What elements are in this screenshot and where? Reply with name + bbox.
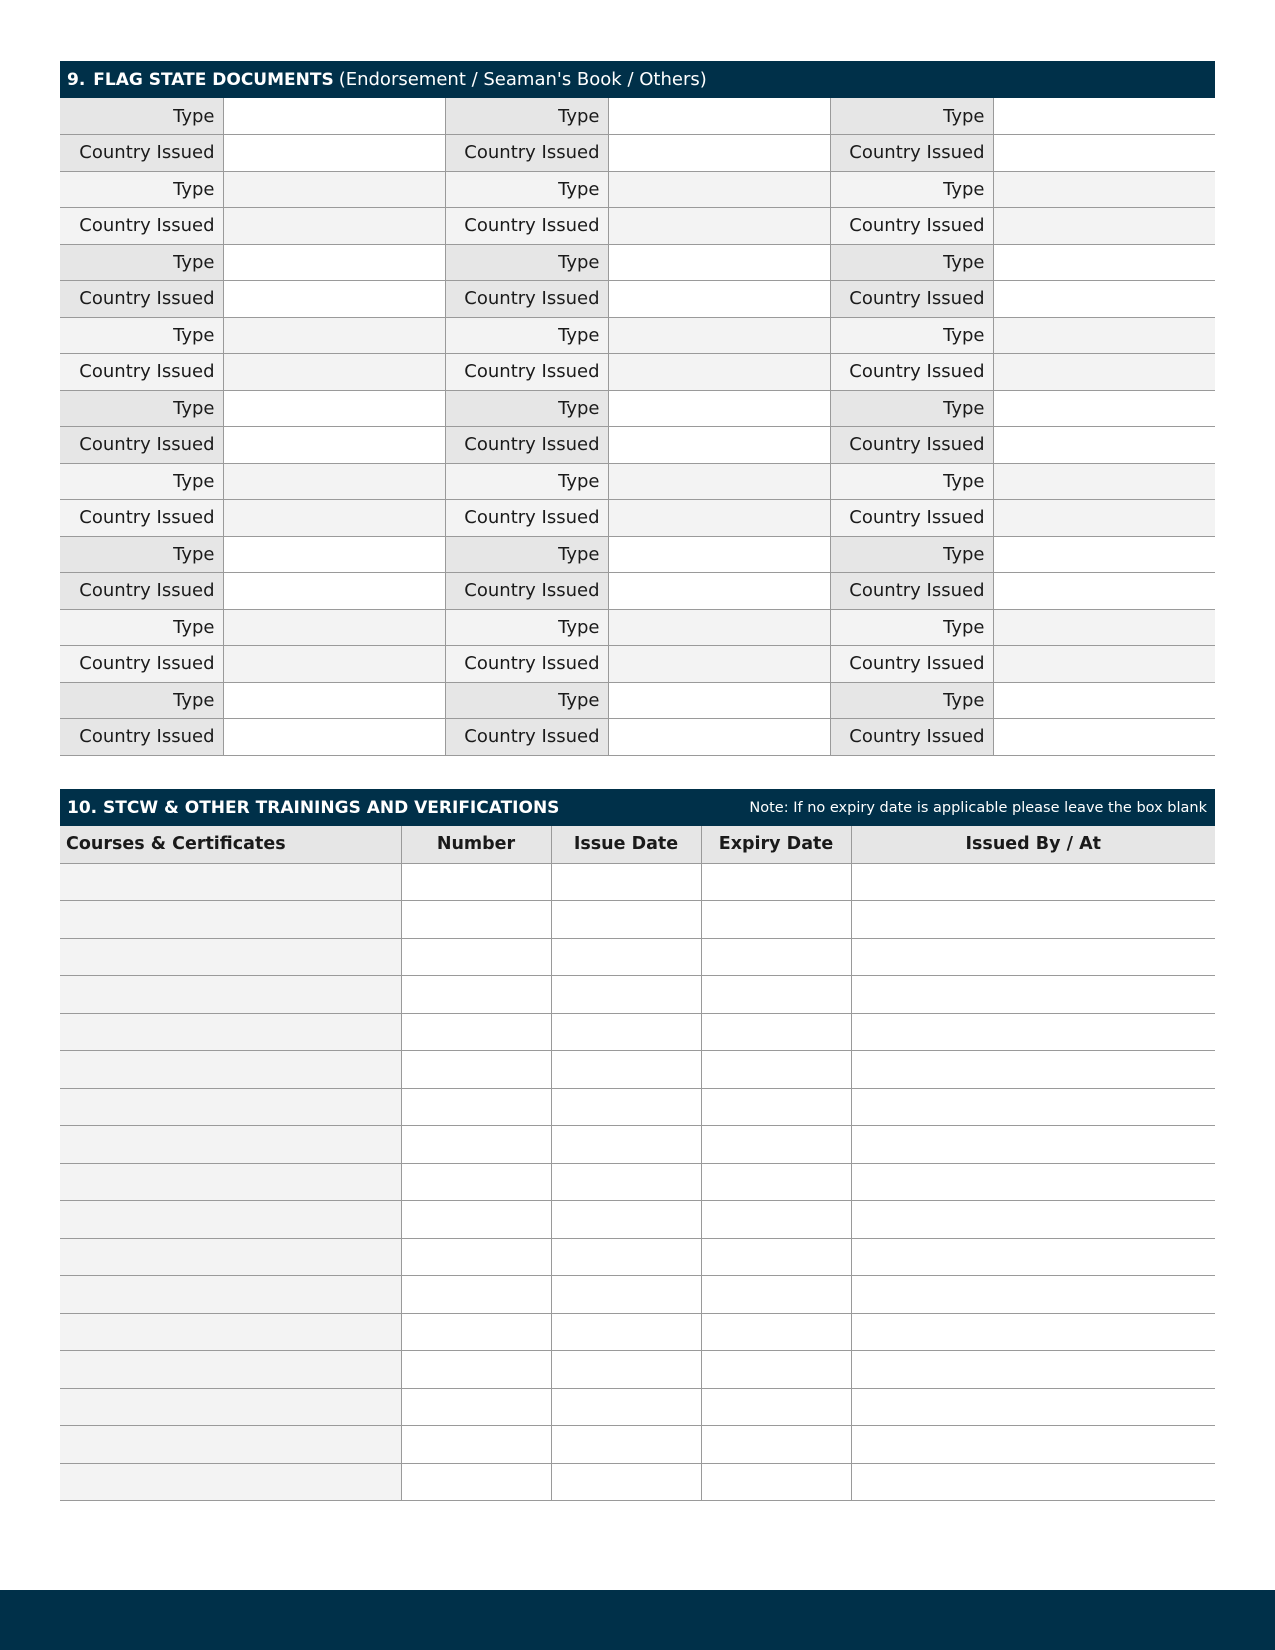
section-9-number: 9. — [67, 69, 86, 90]
type-label: Type — [830, 536, 993, 573]
footer-bar — [0, 1590, 1275, 1650]
number-field[interactable] — [401, 1238, 551, 1276]
course-field[interactable] — [60, 1051, 401, 1089]
issued-by-field[interactable] — [851, 1351, 1215, 1389]
number-field[interactable] — [401, 1163, 551, 1201]
type-row — [60, 682, 1215, 719]
type-label: Type — [60, 463, 223, 500]
number-field[interactable] — [401, 863, 551, 901]
issue-date-field[interactable] — [551, 1013, 701, 1051]
country-issued-row — [60, 427, 1215, 464]
course-field[interactable] — [60, 1013, 401, 1051]
table-row — [60, 1388, 1215, 1426]
type-field[interactable] — [608, 682, 830, 719]
column-header-issued-by: Issued By / At — [851, 826, 1215, 863]
type-row — [60, 390, 1215, 427]
issue-date-field[interactable] — [551, 1351, 701, 1389]
country-issued-field[interactable] — [223, 646, 445, 683]
section-9-subtitle: (Endorsement / Seaman's Book / Others) — [338, 69, 707, 90]
type-field[interactable] — [608, 463, 830, 500]
issued-by-field[interactable] — [851, 1238, 1215, 1276]
type-label: Type — [830, 317, 993, 354]
number-field[interactable] — [401, 1126, 551, 1164]
table-row — [60, 901, 1215, 939]
expiry-date-field[interactable] — [701, 1126, 851, 1164]
number-field[interactable] — [401, 1088, 551, 1126]
type-label: Type — [445, 463, 608, 500]
table-row — [60, 938, 1215, 976]
table-row — [60, 1013, 1215, 1051]
table-row — [60, 1238, 1215, 1276]
type-field[interactable] — [993, 171, 1215, 208]
type-field[interactable] — [223, 244, 445, 281]
expiry-date-field[interactable] — [701, 1276, 851, 1314]
course-field[interactable] — [60, 901, 401, 939]
course-field[interactable] — [60, 1126, 401, 1164]
country-issued-label: Country Issued — [445, 719, 608, 756]
issue-date-field[interactable] — [551, 1238, 701, 1276]
issued-by-field[interactable] — [851, 1013, 1215, 1051]
issue-date-field[interactable] — [551, 938, 701, 976]
type-row — [60, 98, 1215, 135]
course-field[interactable] — [60, 1238, 401, 1276]
country-issued-field[interactable] — [993, 646, 1215, 683]
country-issued-field[interactable] — [608, 135, 830, 172]
expiry-date-field[interactable] — [701, 901, 851, 939]
type-row — [60, 317, 1215, 354]
section-10-header — [60, 789, 1215, 826]
issue-date-field[interactable] — [551, 1201, 701, 1239]
type-label: Type — [445, 390, 608, 427]
type-label: Type — [60, 390, 223, 427]
type-field[interactable] — [223, 390, 445, 427]
country-issued-label: Country Issued — [830, 208, 993, 245]
type-label: Type — [445, 536, 608, 573]
country-issued-row — [60, 500, 1215, 537]
number-field[interactable] — [401, 1351, 551, 1389]
number-field[interactable] — [401, 1201, 551, 1239]
country-issued-label: Country Issued — [830, 427, 993, 464]
table-row — [60, 1088, 1215, 1126]
table-row — [60, 1201, 1215, 1239]
type-field[interactable] — [993, 317, 1215, 354]
expiry-date-field[interactable] — [701, 1013, 851, 1051]
section-10-title: 10. STCW & OTHER TRAININGS AND VERIFICATIONS — [67, 797, 560, 818]
issued-by-field[interactable] — [851, 1313, 1215, 1351]
type-label: Type — [60, 317, 223, 354]
table-row — [60, 1163, 1215, 1201]
type-row — [60, 536, 1215, 573]
type-field[interactable] — [993, 536, 1215, 573]
issue-date-field[interactable] — [551, 1163, 701, 1201]
course-field[interactable] — [60, 1201, 401, 1239]
type-label: Type — [445, 682, 608, 719]
issue-date-field[interactable] — [551, 1463, 701, 1501]
type-label: Type — [60, 682, 223, 719]
country-issued-field[interactable] — [608, 500, 830, 537]
type-label: Type — [830, 682, 993, 719]
country-issued-label: Country Issued — [445, 573, 608, 610]
country-issued-row — [60, 208, 1215, 245]
type-label: Type — [445, 98, 608, 135]
type-field[interactable] — [223, 609, 445, 646]
type-field[interactable] — [223, 171, 445, 208]
country-issued-row — [60, 354, 1215, 391]
country-issued-label: Country Issued — [830, 281, 993, 318]
type-field[interactable] — [608, 536, 830, 573]
type-label: Type — [830, 390, 993, 427]
type-row — [60, 609, 1215, 646]
expiry-date-field[interactable] — [701, 863, 851, 901]
type-field[interactable] — [223, 98, 445, 135]
country-issued-label: Country Issued — [60, 427, 223, 464]
course-field[interactable] — [60, 1276, 401, 1314]
course-field[interactable] — [60, 1388, 401, 1426]
country-issued-label: Country Issued — [445, 281, 608, 318]
country-issued-field[interactable] — [608, 573, 830, 610]
number-field[interactable] — [401, 1013, 551, 1051]
type-field[interactable] — [608, 171, 830, 208]
country-issued-field[interactable] — [608, 427, 830, 464]
country-issued-label: Country Issued — [830, 573, 993, 610]
expiry-date-field[interactable] — [701, 1313, 851, 1351]
course-field[interactable] — [60, 1313, 401, 1351]
type-field[interactable] — [223, 463, 445, 500]
country-issued-field[interactable] — [608, 208, 830, 245]
table-row — [60, 1126, 1215, 1164]
course-field[interactable] — [60, 863, 401, 901]
country-issued-field[interactable] — [223, 719, 445, 756]
number-field[interactable] — [401, 901, 551, 939]
type-field[interactable] — [608, 244, 830, 281]
expiry-date-field[interactable] — [701, 1088, 851, 1126]
country-issued-label: Country Issued — [830, 500, 993, 537]
type-label: Type — [60, 609, 223, 646]
issued-by-field[interactable] — [851, 1426, 1215, 1464]
expiry-date-field[interactable] — [701, 1163, 851, 1201]
issued-by-field[interactable] — [851, 1163, 1215, 1201]
expiry-date-field[interactable] — [701, 1351, 851, 1389]
issue-date-field[interactable] — [551, 863, 701, 901]
country-issued-field[interactable] — [608, 646, 830, 683]
stcw-trainings-table — [60, 826, 1215, 1501]
country-issued-field[interactable] — [993, 135, 1215, 172]
type-field[interactable] — [223, 536, 445, 573]
type-field[interactable] — [223, 682, 445, 719]
country-issued-field[interactable] — [993, 281, 1215, 318]
country-issued-label: Country Issued — [830, 354, 993, 391]
country-issued-field[interactable] — [993, 573, 1215, 610]
course-field[interactable] — [60, 938, 401, 976]
type-field[interactable] — [608, 390, 830, 427]
country-issued-field[interactable] — [608, 354, 830, 391]
type-field[interactable] — [223, 317, 445, 354]
type-field[interactable] — [993, 682, 1215, 719]
country-issued-field[interactable] — [223, 427, 445, 464]
type-label: Type — [830, 171, 993, 208]
course-field[interactable] — [60, 1088, 401, 1126]
issue-date-field[interactable] — [551, 1051, 701, 1089]
issue-date-field[interactable] — [551, 1426, 701, 1464]
issue-date-field[interactable] — [551, 1126, 701, 1164]
type-row — [60, 244, 1215, 281]
issue-date-field[interactable] — [551, 1088, 701, 1126]
issued-by-field[interactable] — [851, 901, 1215, 939]
type-label: Type — [60, 536, 223, 573]
country-issued-row — [60, 135, 1215, 172]
type-label: Type — [830, 244, 993, 281]
issue-date-field[interactable] — [551, 1313, 701, 1351]
course-field[interactable] — [60, 1426, 401, 1464]
section-9-title: FLAG STATE DOCUMENTS — [93, 69, 334, 90]
course-field[interactable] — [60, 976, 401, 1014]
type-label: Type — [60, 244, 223, 281]
type-label: Type — [830, 463, 993, 500]
country-issued-row — [60, 281, 1215, 318]
country-issued-row — [60, 646, 1215, 683]
number-field[interactable] — [401, 976, 551, 1014]
table-row — [60, 1426, 1215, 1464]
section-10-note: Note: If no expiry date is applicable please leave the box blank — [749, 799, 1207, 816]
type-field[interactable] — [993, 463, 1215, 500]
column-header-issue-date: Issue Date — [551, 826, 701, 863]
type-field[interactable] — [993, 244, 1215, 281]
type-label: Type — [445, 317, 608, 354]
country-issued-label: Country Issued — [445, 646, 608, 683]
country-issued-label: Country Issued — [60, 135, 223, 172]
issue-date-field[interactable] — [551, 1276, 701, 1314]
number-field[interactable] — [401, 938, 551, 976]
country-issued-field[interactable] — [993, 208, 1215, 245]
expiry-date-field[interactable] — [701, 1463, 851, 1501]
type-field[interactable] — [608, 317, 830, 354]
country-issued-label: Country Issued — [60, 281, 223, 318]
expiry-date-field[interactable] — [701, 1201, 851, 1239]
issued-by-field[interactable] — [851, 1088, 1215, 1126]
type-label: Type — [830, 609, 993, 646]
number-field[interactable] — [401, 1426, 551, 1464]
table-row — [60, 976, 1215, 1014]
country-issued-label: Country Issued — [60, 354, 223, 391]
number-field[interactable] — [401, 1463, 551, 1501]
type-field[interactable] — [993, 98, 1215, 135]
course-field[interactable] — [60, 1351, 401, 1389]
number-field[interactable] — [401, 1313, 551, 1351]
type-row — [60, 171, 1215, 208]
type-field[interactable] — [993, 609, 1215, 646]
issue-date-field[interactable] — [551, 1388, 701, 1426]
number-field[interactable] — [401, 1276, 551, 1314]
table-header-row — [60, 826, 1215, 863]
issue-date-field[interactable] — [551, 976, 701, 1014]
course-field[interactable] — [60, 1163, 401, 1201]
type-label: Type — [60, 171, 223, 208]
country-issued-field[interactable] — [993, 354, 1215, 391]
issued-by-field[interactable] — [851, 1126, 1215, 1164]
issued-by-field[interactable] — [851, 863, 1215, 901]
column-header-number: Number — [401, 826, 551, 863]
country-issued-label: Country Issued — [445, 427, 608, 464]
issued-by-field[interactable] — [851, 1201, 1215, 1239]
country-issued-field[interactable] — [223, 500, 445, 537]
country-issued-field[interactable] — [608, 719, 830, 756]
country-issued-label: Country Issued — [445, 208, 608, 245]
expiry-date-field[interactable] — [701, 976, 851, 1014]
expiry-date-field[interactable] — [701, 1388, 851, 1426]
table-row — [60, 1351, 1215, 1389]
table-row — [60, 1463, 1215, 1501]
country-issued-label: Country Issued — [445, 135, 608, 172]
table-row — [60, 1313, 1215, 1351]
country-issued-label: Country Issued — [830, 719, 993, 756]
table-row — [60, 1276, 1215, 1314]
issued-by-field[interactable] — [851, 1276, 1215, 1314]
type-label: Type — [445, 171, 608, 208]
expiry-date-field[interactable] — [701, 938, 851, 976]
section-9-header — [60, 61, 1215, 98]
country-issued-label: Country Issued — [830, 646, 993, 683]
country-issued-field[interactable] — [223, 573, 445, 610]
expiry-date-field[interactable] — [701, 1051, 851, 1089]
number-field[interactable] — [401, 1051, 551, 1089]
country-issued-field[interactable] — [993, 719, 1215, 756]
country-issued-label: Country Issued — [60, 573, 223, 610]
country-issued-row — [60, 719, 1215, 756]
country-issued-label: Country Issued — [60, 646, 223, 683]
country-issued-label: Country Issued — [445, 354, 608, 391]
type-field[interactable] — [993, 390, 1215, 427]
country-issued-label: Country Issued — [830, 135, 993, 172]
type-label: Type — [830, 98, 993, 135]
table-row — [60, 863, 1215, 901]
column-header-courses: Courses & Certificates — [60, 826, 401, 863]
issued-by-field[interactable] — [851, 1463, 1215, 1501]
country-issued-field[interactable] — [608, 281, 830, 318]
country-issued-field[interactable] — [223, 281, 445, 318]
column-header-expiry-date: Expiry Date — [701, 826, 851, 863]
country-issued-row — [60, 573, 1215, 610]
number-field[interactable] — [401, 1388, 551, 1426]
table-row — [60, 1051, 1215, 1089]
type-label: Type — [445, 609, 608, 646]
expiry-date-field[interactable] — [701, 1238, 851, 1276]
type-label: Type — [60, 98, 223, 135]
type-label: Type — [445, 244, 608, 281]
country-issued-label: Country Issued — [445, 500, 608, 537]
country-issued-field[interactable] — [993, 500, 1215, 537]
type-field[interactable] — [608, 609, 830, 646]
issued-by-field[interactable] — [851, 976, 1215, 1014]
country-issued-field[interactable] — [993, 427, 1215, 464]
country-issued-label: Country Issued — [60, 208, 223, 245]
country-issued-field[interactable] — [223, 208, 445, 245]
issued-by-field[interactable] — [851, 938, 1215, 976]
country-issued-label: Country Issued — [60, 719, 223, 756]
type-field[interactable] — [608, 98, 830, 135]
type-row — [60, 463, 1215, 500]
country-issued-label: Country Issued — [60, 500, 223, 537]
country-issued-field[interactable] — [223, 354, 445, 391]
issue-date-field[interactable] — [551, 901, 701, 939]
course-field[interactable] — [60, 1463, 401, 1501]
country-issued-field[interactable] — [223, 135, 445, 172]
issued-by-field[interactable] — [851, 1051, 1215, 1089]
expiry-date-field[interactable] — [701, 1426, 851, 1464]
issued-by-field[interactable] — [851, 1388, 1215, 1426]
flag-state-documents-grid — [60, 98, 1215, 756]
